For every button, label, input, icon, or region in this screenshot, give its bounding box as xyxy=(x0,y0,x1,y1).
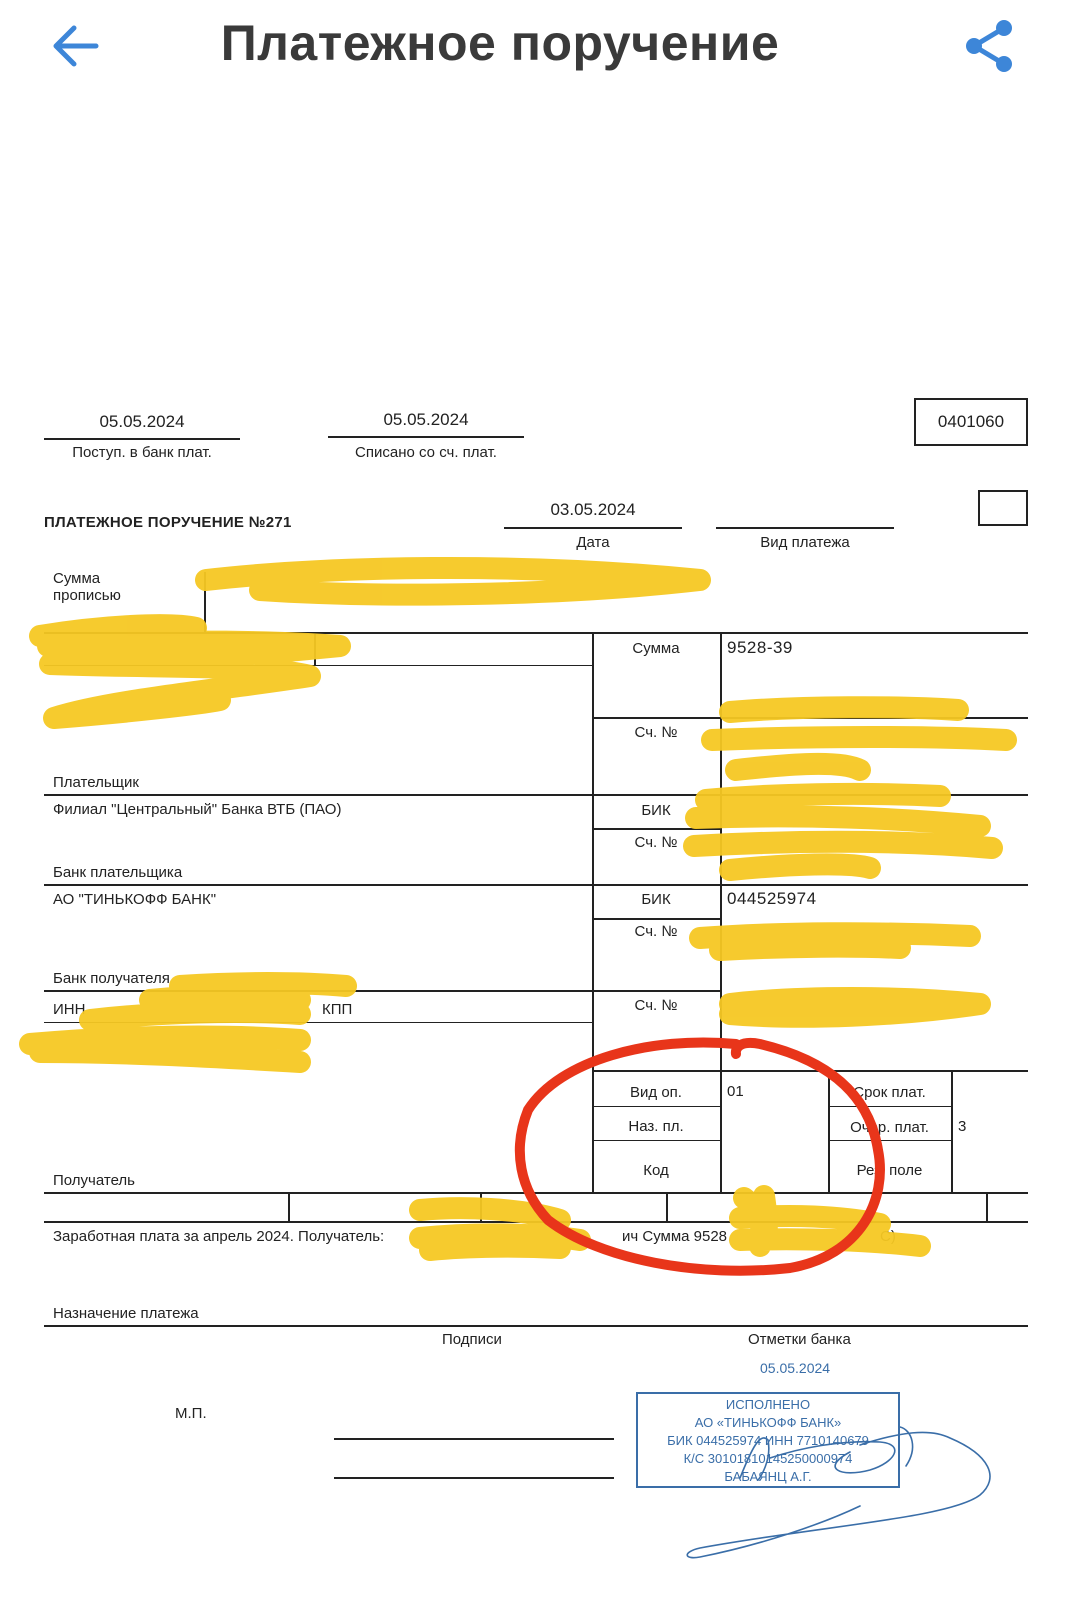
form-code: 0401060 xyxy=(914,398,1028,446)
payer-corr-account-label: Сч. № xyxy=(634,834,678,851)
recipient-bik-value: 044525974 xyxy=(727,889,817,908)
stamp-date: 05.05.2024 xyxy=(760,1360,831,1376)
recipient-corr-account-label: Сч. № xyxy=(634,923,678,940)
stamp-line: БИК 044525974 ИНН 7710140679 xyxy=(667,1433,869,1448)
stamp-line: К/С 30101810145250000974 xyxy=(683,1451,853,1466)
received-date: 05.05.2024 xyxy=(99,412,185,431)
order-value: 3 xyxy=(958,1118,967,1135)
stamp-line: БАБАЯНЦ А.Г. xyxy=(724,1469,812,1484)
purpose-amount-text: ич Сумма 9528 xyxy=(622,1228,728,1245)
document-title: ПЛАТЕЖНОЕ ПОРУЧЕНИЕ №271 xyxy=(44,514,292,531)
amount-words-label: Сумма прописью xyxy=(53,570,121,604)
pay-term-label: Срок плат. xyxy=(853,1084,926,1101)
op-type-value: 01 xyxy=(727,1083,744,1100)
bank-marks-label: Отметки банка xyxy=(748,1331,851,1348)
recipient-bank-name: АО "ТИНЬКОФФ БАНК" xyxy=(53,891,217,908)
handwritten-signature xyxy=(687,1427,990,1558)
received-label: Поступ. в банк плат. xyxy=(72,444,212,461)
debited-date: 05.05.2024 xyxy=(383,410,469,429)
signatures-label: Подписи xyxy=(442,1331,502,1348)
op-type-label: Вид оп. xyxy=(630,1084,682,1101)
date-label: Дата xyxy=(576,534,610,551)
payer-account-label: Сч. № xyxy=(634,724,678,741)
payer-bank-name: Филиал "Центральный" Банка ВТБ (ПАО) xyxy=(53,801,342,818)
seal-label: М.П. xyxy=(175,1405,207,1422)
res-field-label: Рез. поле xyxy=(856,1162,923,1179)
page-title: Платежное поручение xyxy=(220,15,780,71)
recipient-bank-label: Банк получателя xyxy=(53,970,170,987)
debited-label: Списано со сч. плат. xyxy=(355,444,497,461)
purpose-suffix: С) xyxy=(880,1228,896,1245)
code-label: Код xyxy=(643,1162,669,1179)
payer-bank-label: Банк плательщика xyxy=(53,864,183,881)
payer-label: Плательщик xyxy=(53,774,139,791)
amount-label: Сумма xyxy=(632,640,680,657)
purpose-code-label: Наз. пл. xyxy=(628,1118,684,1135)
purpose-text: Заработная плата за апрель 2024. Получатель: xyxy=(53,1228,385,1245)
order-label: Очер. плат. xyxy=(850,1119,929,1136)
recipient-account-label: Сч. № xyxy=(634,997,678,1014)
recipient-label: Получатель xyxy=(53,1172,135,1189)
amount-value: 9528-39 xyxy=(727,638,793,657)
stamp-line: ИСПОЛНЕНО xyxy=(725,1397,811,1412)
inn-label: ИНН xyxy=(53,1001,86,1018)
purpose-label: Назначение платежа xyxy=(53,1305,199,1322)
payer-bik-label: БИК xyxy=(641,802,671,819)
stamp-line: АО «ТИНЬКОФФ БАНК» xyxy=(694,1415,842,1430)
recipient-bik-label: БИК xyxy=(641,891,671,908)
document-date: 03.05.2024 xyxy=(550,500,636,519)
payment-type-label: Вид платежа xyxy=(760,534,850,551)
kpp-label: КПП xyxy=(322,1001,353,1018)
